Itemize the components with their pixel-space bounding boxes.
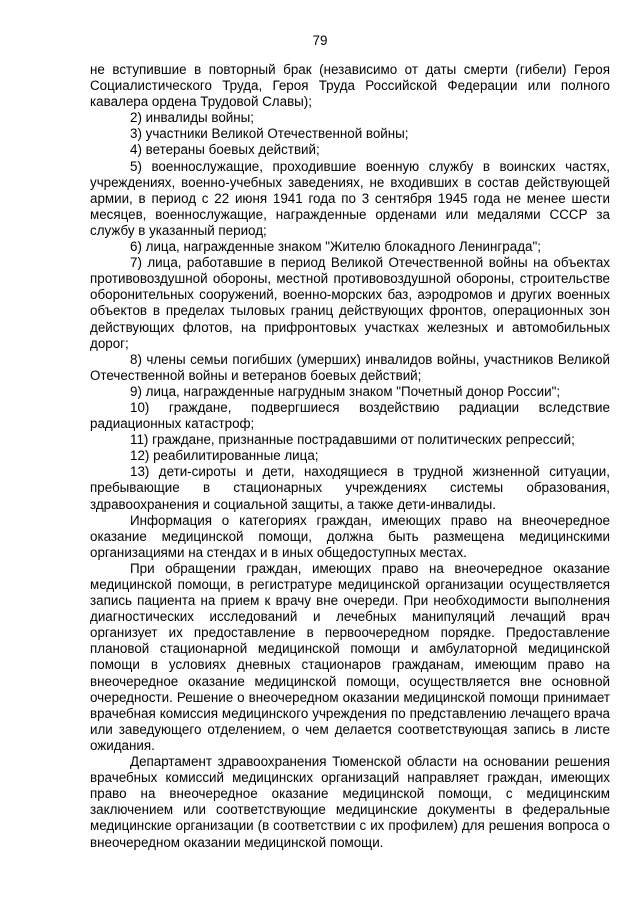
list-item-13: 13) дети-сироты и дети, находящиеся в трудной жизненной ситуации, пребывающие в стационарных учреждениях системы образования, здравоохранения и социальной защиты, а также дети-инвалиды. [90,464,610,512]
list-item-12: 12) реабилитированные лица; [130,448,319,464]
list-item-4: 4) ветераны боевых действий; [130,142,320,158]
list-item-7: 7) лица, работавшие в период Великой Отечественной войны на объектах противовоздушной обороны, местной противовоздушной обороны, строительстве оборонительных сооружений, военно-морских баз, аэродромов и других военных объектов в пределах тыловых границ действующих фронтов, операционных зон действующих флотов, на прифронтовых участках железных и автомобильных дорог; [90,255,610,351]
paragraph-appointment-procedure: При обращении граждан, имеющих право на внеочередное оказание медицинской помощи, в регистратуре медицинской организации осуществляется запись пациента на прием к врачу вне очереди. При необходимости выполнения диагностических исследований и лечебных манипуляций лечащий врач организует их предоставление в первоочередном порядке. Предоставление плановой стационарной медицинской помощи и амбулаторной медицинской помощи в условиях дневных стационаров гражданам, имеющим право на внеочередное оказание медицинской помощи, осуществляется вне основной очередности. Решение о внеочередном оказании медицинской помощи принимает врачебная комиссия медицинского учреждения по представлению лечащего врача или заведующего отделением, о чем делается соответствующая запись в листе ожидания. [90,560,610,753]
list-item-2: 2) инвалиды войны; [130,110,254,126]
list-item-9: 9) лица, награжденные нагрудным знаком "Почетный донор России"; [130,383,561,399]
paragraph-health-department: Департамент здравоохранения Тюменской области на основании решения врачебных комиссий медицинских организаций направляет граждан, имеющих право на внеочередное оказание медицинской помощи, с медицинским заключением или соответствующие медицинские документы в федеральные медицинские организации (в соответствии с их профилем) для решения вопроса о внеочередном оказании медицинской помощи. [90,754,610,850]
list-item-5: 5) военнослужащие, проходившие военную службу в воинских частях, учреждениях, военно-учебных заведениях, не входивших в состав действующей армии, в период с 22 июня 1941 года по 3 сентября 1945 года не менее шести месяцев, военнослужащие, награжденные орденами или медалями СССР за службу в указанный период; [90,158,610,238]
list-item-3: 3) участники Великой Отечественной войны; [130,126,409,142]
paragraph-info-placement: Информация о категориях граждан, имеющих право на внеочередное оказание медицинской помощи, должна быть размещена медицинскими организациями на стендах и в иных общедоступных местах. [90,512,610,560]
page-number: 79 [312,33,328,48]
list-item-8: 8) члены семьи погибших (умерших) инвалидов войны, участников Великой Отечественной войны и ветеранов боевых действий; [90,351,610,383]
paragraph: не вступившие в повторный брак (независимо от даты смерти (гибели) Героя Социалистического Труда, Героя Труда Российской Федерации или полного кавалера ордена Трудовой Славы); [90,62,610,110]
list-item-11: 11) граждане, признанные пострадавшими от политических репрессий; [130,432,575,448]
list-item-6: 6) лица, награжденные знаком "Жителю блокадного Ленинграда"; [130,239,541,255]
list-item-10: 10) граждане, подвергшиеся воздействию радиации вследствие радиационных катастроф; [90,399,610,432]
document-body [90,62,610,851]
